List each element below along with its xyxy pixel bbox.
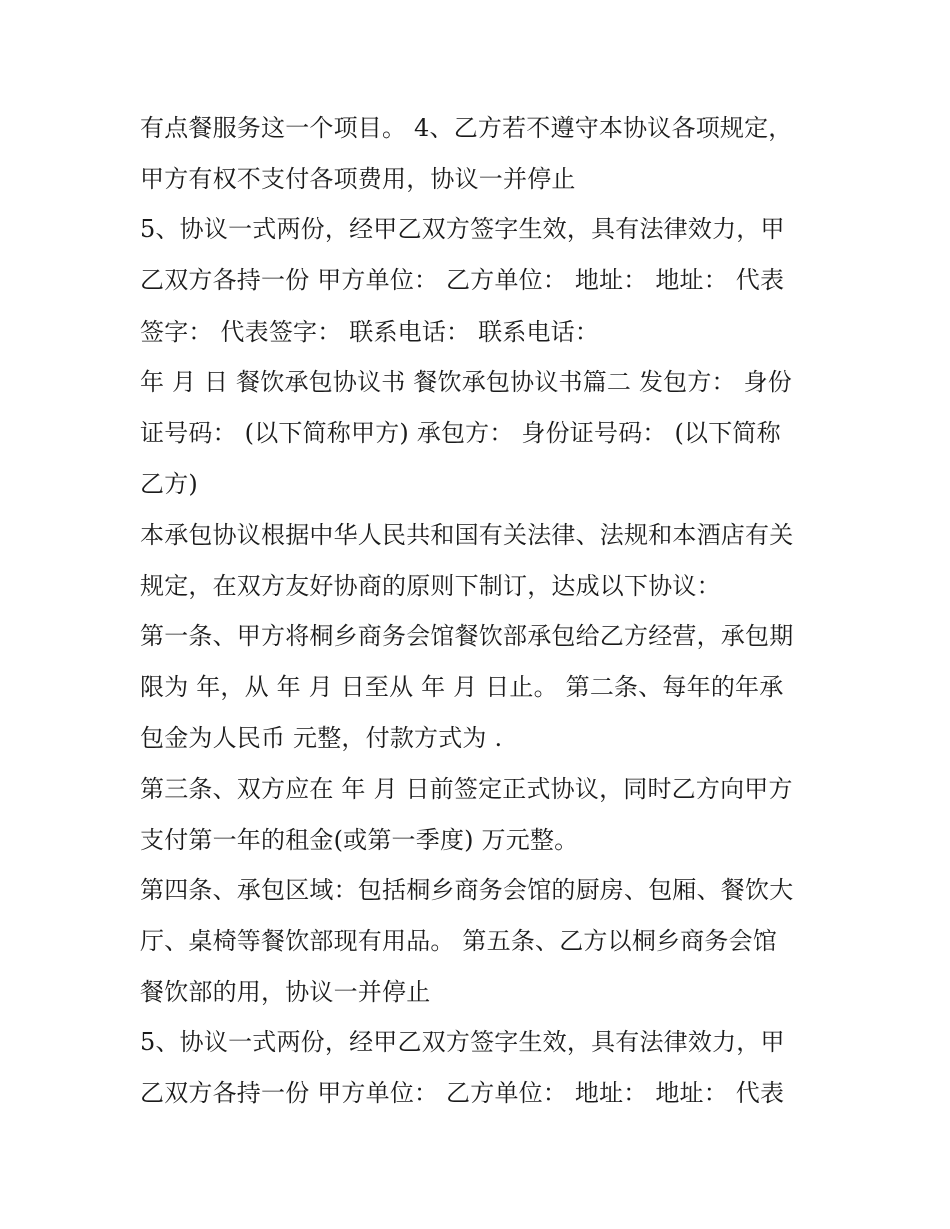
text-line: 规定，在双方友好协商的原则下制订，达成以下协议： [140, 572, 721, 600]
text-line: 厅、桌椅等餐饮部现有用品。 第五条、乙方以桐乡商务会馆 [140, 927, 778, 955]
text-line: 本承包协议根据中华人民共和国有关法律、法规和本酒店有关 [140, 521, 794, 549]
text-line: 签字： 代表签字： 联系电话： 联系电话： [140, 318, 600, 346]
text-line: 餐饮部的用，协议一并停止 [140, 978, 431, 1006]
text-line: 包金为人民币 元整，付款方式为 . [140, 724, 503, 752]
text-line: 5、协议一式两份，经甲乙双方签字生效，具有法律效力，甲 [140, 1028, 785, 1056]
text-line: 有点餐服务这一个项目。 4、乙方若不遵守本协议各项规定， [140, 114, 793, 142]
text-line: 年 月 日 餐饮承包协议书 餐饮承包协议书篇二 发包方： 身份 [140, 368, 792, 396]
text-line: 支付第一年的租金(或第一季度) 万元整。 [140, 826, 579, 854]
text-line: 乙双方各持一份 甲方单位： 乙方单位： 地址： 地址： 代表 [140, 1079, 785, 1107]
text-line: 甲方有权不支付各项费用，协议一并停止 [140, 165, 576, 193]
text-line: 乙方) [140, 470, 198, 498]
text-line: 证号码： (以下简称甲方) 承包方： 身份证号码： (以下简称 [140, 419, 781, 447]
text-line: 乙双方各持一份 甲方单位： 乙方单位： 地址： 地址： 代表 [140, 266, 785, 294]
text-line: 第一条、甲方将桐乡商务会馆餐饮部承包给乙方经营，承包期 [140, 622, 794, 650]
text-line: 限为 年，从 年 月 日至从 年 月 日止。 第二条、每年的年承 [140, 673, 784, 701]
text-line: 第四条、承包区域：包括桐乡商务会馆的厨房、包厢、餐饮大 [140, 876, 794, 904]
text-line: 第三条、双方应在 年 月 日前签定正式协议，同时乙方向甲方 [140, 775, 793, 803]
text-line: 5、协议一式两份，经甲乙双方签字生效，具有法律效力，甲 [140, 215, 785, 243]
